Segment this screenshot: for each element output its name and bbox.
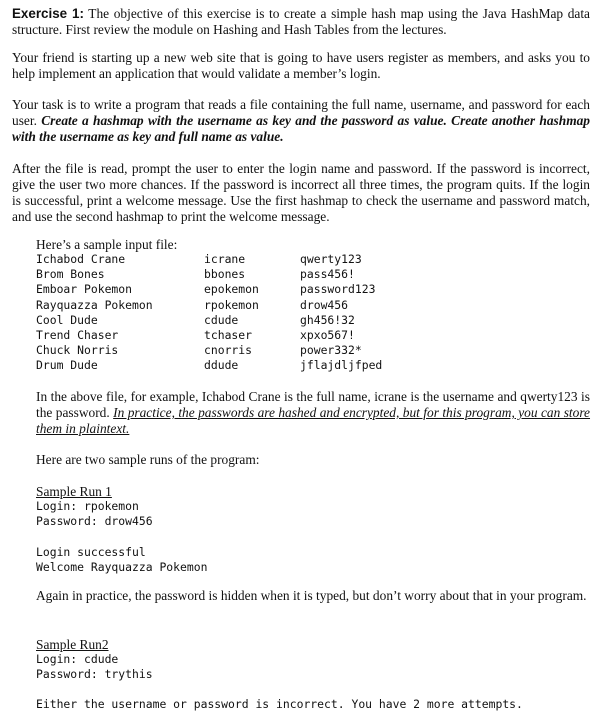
run1-password-line: Password: drow456 xyxy=(36,514,153,528)
explanation-text: In the above file, for example, Ichabod Crane is the full name, icrane is the username and qwerty123 is the password. xyxy=(36,389,590,420)
username-cell: icrane xyxy=(204,252,246,266)
sample-run-1-title: Sample Run 1 xyxy=(36,484,112,499)
run1-welcome-line: Welcome Rayquazza Pokemon xyxy=(36,560,208,574)
run1-login-line: Login: rpokemon xyxy=(36,499,139,513)
task-paragraph xyxy=(12,97,590,145)
run1-success-line: Login successful xyxy=(36,545,146,559)
task-emphasis: Create a hashmap with the username as key and the password as value. Create another hashmap with the username as key and full name as value. xyxy=(12,113,591,144)
intro-paragraph xyxy=(12,6,590,38)
explanation-paragraph xyxy=(36,389,590,437)
full-name-cell: Brom Bones xyxy=(36,267,105,282)
password-cell: drow456 xyxy=(300,297,349,312)
username-cell: bbones xyxy=(204,267,246,282)
password-cell: qwerty123 xyxy=(300,252,362,266)
run2-password-line: Password: trythis xyxy=(36,667,153,681)
runs-intro: Here are two sample runs of the program: xyxy=(36,452,260,467)
password-cell: jflajdljfped xyxy=(300,358,383,373)
password-cell: password123 xyxy=(300,282,376,297)
run2-error-line: Either the username or password is incorrect. You have 2 more attempts. xyxy=(36,697,523,711)
sample-input-label: Here’s a sample input file: xyxy=(36,237,178,252)
password-cell: power332* xyxy=(300,343,362,358)
full-name-cell: Drum Dude xyxy=(36,358,98,373)
run2-login-line: Login: cdude xyxy=(36,652,119,666)
password-cell: xpxo567! xyxy=(300,327,355,342)
username-cell: epokemon xyxy=(204,282,259,297)
task-text: Your task is to write a program that reads a file containing the full name, username, and password for each user. xyxy=(12,97,590,128)
full-name-cell: Trend Chaser xyxy=(36,327,119,342)
full-name-cell: Cool Dude xyxy=(36,312,98,327)
password-cell: pass456! xyxy=(300,267,355,282)
username-cell: rpokemon xyxy=(204,297,259,312)
full-name-cell: Rayquazza Pokemon xyxy=(36,297,153,312)
explanation-note: In practice, the passwords are hashed and encrypted, but for this program, you can store them in plaintext. xyxy=(36,405,591,436)
username-cell: tchaser xyxy=(204,327,253,342)
full-name-cell: Chuck Norris xyxy=(36,343,119,358)
full-name-cell: Emboar Pokemon xyxy=(36,282,133,297)
scenario-paragraph: Your friend is starting up a new web site that is going to have users register as members, and asks you to help implement an application that would validate a member’s login. xyxy=(12,50,590,81)
intro-text: The objective of this exercise is to create a simple hash map using the Java HashMap data structure. First review the module on Hashing and Hash Tables from the lectures. xyxy=(12,6,590,37)
note-paragraph: Again in practice, the password is hidden when it is typed, but don’t worry about that in your program. xyxy=(36,588,587,603)
username-cell: ddude xyxy=(204,358,239,373)
instructions-paragraph: After the file is read, prompt the user to enter the login name and password. If the password is incorrect, give the user two more chances. If the password is incorrect all three times, the program quits. If the login is successful, print a welcome message. Use the first hashmap to check the username and password match, and use the second hashmap to print the welcome message. xyxy=(12,161,590,224)
username-cell: cdude xyxy=(204,312,239,327)
full-name-cell: Ichabod Crane xyxy=(36,252,126,266)
exercise-heading: Exercise 1: xyxy=(12,6,84,21)
password-cell: gh456!32 xyxy=(300,312,355,327)
sample-run-2-title: Sample Run2 xyxy=(36,637,109,652)
username-cell: cnorris xyxy=(204,343,253,358)
